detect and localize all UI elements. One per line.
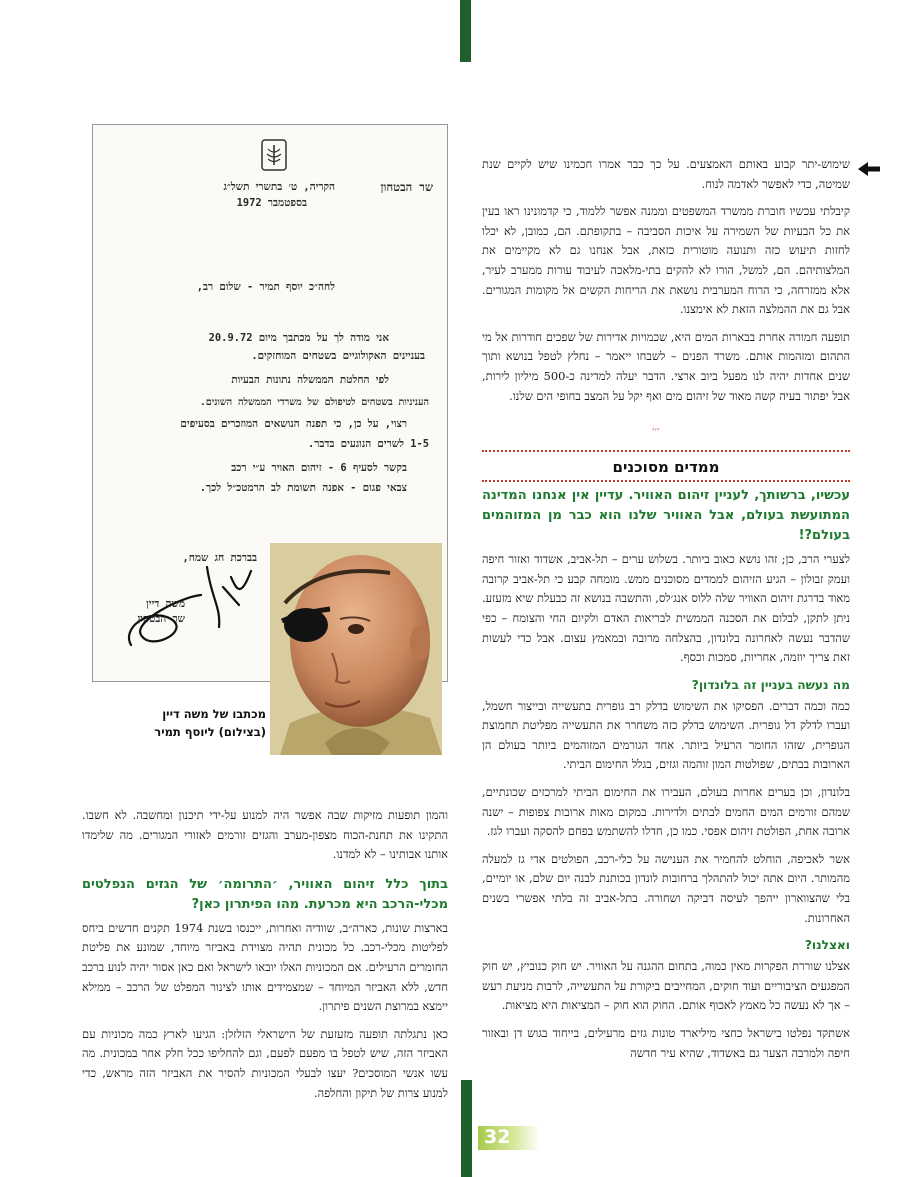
paragraph: בלונדון, וכן בערים אחרות בעולם, העבירו את החימום הביתי למרכזים שכונתיים, שמהם זורמים המים החמים לבתים ולדירות. במקום מאות ארובות צפופות – ישנה ארובה אחת, הפולטת זיהום אפסי. כמו כן, חדלו להשתמש בפחם להסקה ועברו לגז. [482,785,850,839]
letter-addressee: לחה״כ יוסף תמיר - שלום רב, [196,281,335,293]
dayan-portrait-photo [270,543,442,755]
letter-sig-title: שר הבטחון [137,613,185,625]
letter-sender: שר הבטחון [380,180,433,194]
paragraph: אשתקד נפלטו בישראל כחצי מיליארד טונות גזים מרעילים, בייחוד בגוש דן ובאזור חיפה ולמרבה הצער גם באשדוד, שהיא עיר חדשה [482,1026,850,1060]
letter-closing: בברכת חג שמח, [182,552,257,564]
dotted-line [482,480,850,482]
letter-body-line: בעניינים האקולוגיים בשטחים המוחזקים. [251,350,425,362]
interview-question: ואצלנו? [804,938,850,953]
paragraph: לצערי הרב, כן; זהו נושא כאוב ביותר. בשלוש ערים – תל-אביב, אשדוד ואזור חיפה ועמק זבולון – הגיע הזיהום לממדים מסוכנים ממש. מומחה קבע כי תל-אביב קרובה מאוד בדרגת זיהום האוויר שלה ללוס אנג׳לס, והתשבה בנושא זה כבעלת שיא מזעזע. ניתן לתקן, לבלום את הסכנה הממשית לבריאות האדם ולקיום החי והצומח – כפי שהדבר נעשה לאחרונה בלונדון, בהצלחה מרובה ובמאמץ עצום. אבל כדי לעשות זאת צריך יוזמה, אחריות, סמכות וכסף. [482,552,850,665]
paragraph: כמה וכמה דברים. הפסיקו את השימוש בדלק רב גופרית בתעשייה ובייצור חשמל, ועברו לדלק דל גופרית. השימוש בדלק כזה משחרר את התעשייה מפליטת תחמוצת הגופרית, שזהו החומר הרעיל ביותר. אחד הגורמים המזוהמים ביותר בעולם הן הארובות בבתים, שפולטות המון זוהמה וגזים, בגלל החימום הביתי. [482,698,850,772]
dotted-line [482,450,850,452]
paragraph: קיבלתי עכשיו חוברת ממשרד המשפטים וממנה אפשר ללמוד, כי קדמונינו ראו בעין את כל הבעיות של השמירה על איכות הסביבה – בתקופתם. הם, כמובן, לא יכלו לחזות תיעוש כזה ותנועה מוטורית כזאת, אבל אנחנו גם לא מקיימים את המלצותיהם. הם, למשל, הורו לא להקים בתי-מלאכה לעיבוד עורות ממערב לעיר, אלא ממזרחה, כי הרוח המערבית נושאת את הריחות הקשים אל מקומות המגורים. אבל גם את ההמלצה הזאת לא אימצנו. [482,204,850,317]
caption-line: (בצילום) ליוסף תמיר [154,725,266,739]
letter-body-line: העניניות בשטחים לטיפולם של משרדי הממשלה השונים. [200,397,429,408]
decorative-mark: ׳׳׳ [652,424,660,438]
letter-place-date: הקריה, ט׳ בתשרי תשל״ג [223,181,335,193]
interview-question: בתוך כלל זיהום האוויר, ׳התרומה׳ של הגזים הנפלטים מכלי-הרכב היא מכרעת. מהו הפיתרון כאן? [82,876,448,912]
continue-arrow-icon [856,160,882,178]
handwritten-signature [111,557,261,657]
top-green-bar [460,0,471,62]
interview-question: עכשיו, ברשותך, לעניין זיהום האוויר. עדיין אין אנחנו המדינה המתועשת בעולם, אבל האוויר שלנו הוא כבר מן המזוהמים בעולם?! [482,488,850,544]
caption-line: מכתבו של משה דיין [162,707,266,721]
page-number: 32 [484,1126,511,1148]
photo-caption [142,705,266,741]
letter-sig-name: משה דיין [146,598,185,610]
paragraph: אשר לאכיפה, הוחלט להחמיר את הענישה על כלי-רכב, הפולטים אדי גז למעלה מהמותר. היום אתה יכול להתהלך ברחובות לונדון בכותנת לבנה יום שלם, או יומיים, בלי שהצווארון ייהפך לעיסה דביקה ושחורה. בתל-אביב זה בלתי אפשרי בשנים האחרונות. [482,851,850,925]
left-column [82,806,448,1111]
right-column [482,155,850,1071]
section-title: ממדים מסוכנים [612,458,720,477]
paragraph: תופעה חמורה אחרת בבארות המים היא, שכמויות אדירות של שפכים חודרות אל מי התהום ומזהמות אותם. משרד הפנים – לשבחו ייאמר – נחלץ לטפל בנושא ותוך שנים אחדות יהיה לנו מפעל ביוב ארצי. הדבר יעלה למדינה כ-500 מיליון לירות, אבל יפתור בעיה קשה מאוד של זיהום מים ואף יקל על המצב בחופי הים שלנו. [482,329,850,403]
letter-body-line: 1-5 לשרים הנוגעים בדבר. [308,438,429,450]
state-emblem-icon [261,139,287,171]
letter-body-line: לפי החלטת הממשלה נתונות הבעיות [231,374,389,386]
interview-question: מה נעשה בעניין זה בלונדון? [691,677,850,692]
letter-date-greg: בספטמבר 1972 [236,197,307,209]
paragraph: כאן נתגלתה תופעה מזעזעת של הישראלי הזלזלן: הגיעו לארץ כמה מכוניות עם האביזר הזה, שיש לטפל בו מפעם לפעם, וגם להחליפו ככל חלק אחר במכונית. מה עשו אנשי המוסכים? יעצו לבעלי המכוניות להסיר את האביזר הזה מראש, כדי למנוע צרות של תיקון והחלפה. [82,1026,448,1100]
letter-body-line: אני מודה לך על מכתבך מיום 20.9.72 [208,332,389,344]
paragraph: אצלנו שוררת הפקרות מאין כמוה, בתחום ההגנה על האוויר. יש חוק כנוביץ, יש חוק המפגעים הציבוריים ועוד חוקים, המחייבים ביקורת על התעשייה, לרבות מניעת רעש – אך לא נעשה כל מאמץ לאכוף אותם. החוק הוא חוק – המציאות היא מציאות. [482,959,850,1013]
paragraph: שימוש-יתר קבוע באותם האמצעים. על כך כבר אמרו חכמינו שיש לקיים שנת שמיטה, כדי לאפשר לאדמה לנוח. [482,157,850,191]
bottom-green-bar [461,1080,472,1177]
letter-body-line: רצוי, על כן, כי תפנה הנושאים המוזכרים בסעיפים [180,418,407,430]
letter-body-line: צבאי פגום - אפנה תשומת לב הרמטכ״ל לכך. [199,482,407,494]
paragraph: והמון תופעות מזיקות שבה אפשר היה למנוע על-ידי תיכנון ומחשבה. לא חשבו. התקינו את תחנת-הכוח מצפון-מערב והגזים זורמים לאזורי המגורים. מה שלימדו אותנו אבותינו – לא למדנו. [82,808,448,862]
section-divider [482,424,850,486]
page-number-badge [478,1126,540,1150]
paragraph: בארצות שונות, כארה״ב, שוודיה ואחרות, ייכנסו בשנת 1974 תקנים חדשים ביחס לפליטות מכלי-רכב. כל מכונית תהיה מצוידת באביזר מיוחד, שמונע את פליטת החומרים הרעילים. אם המכוניות האלו יובאו לישראל ואם כאן אסור יהיה לנוע ברכב חדש, ללא האביזר המיוחד – שמצמידים אותו לצינור המפלט של הרכב – ממילא יימצא במרוצת השנים פיתרון. [82,920,448,1014]
letter-body-line: בקשר לסעיף 6 - זיהום האויר ע״י רכב [231,462,407,474]
